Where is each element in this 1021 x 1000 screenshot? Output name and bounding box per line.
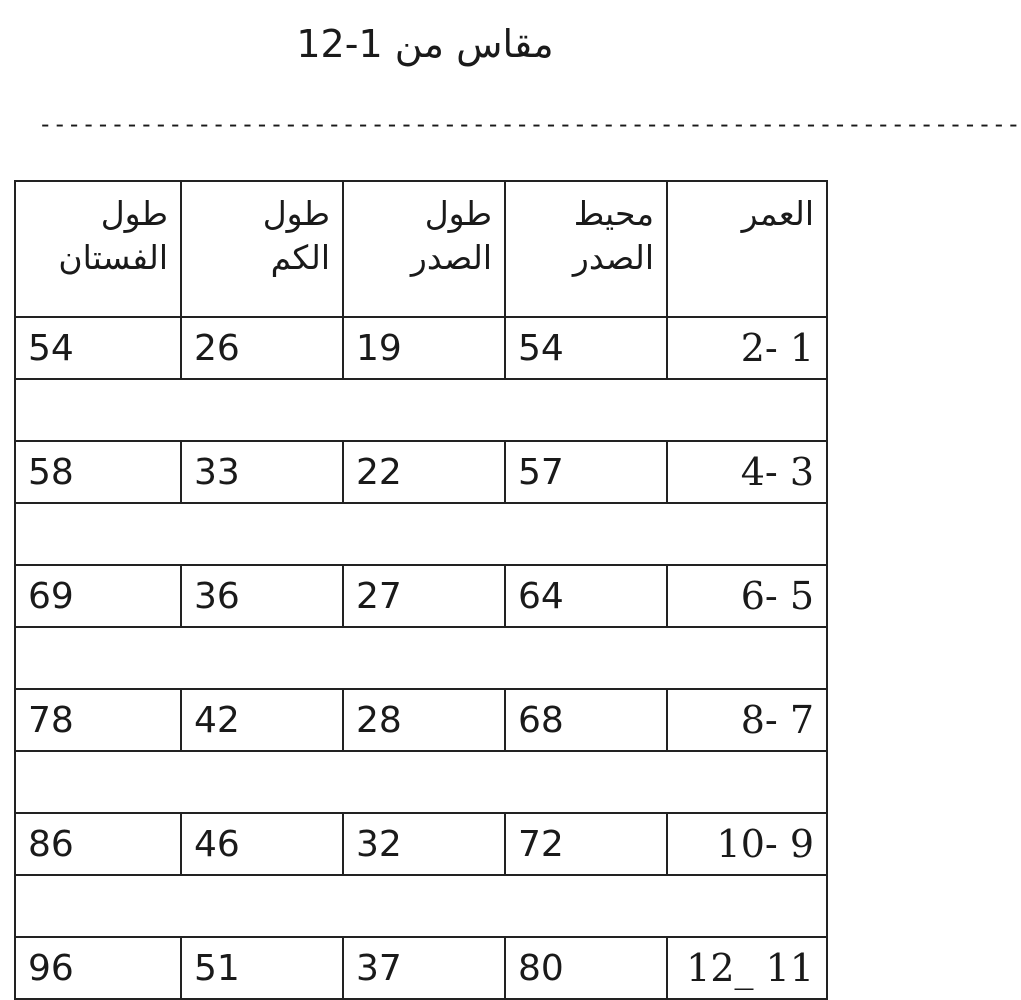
- cell-sleeve-length: 42: [181, 689, 343, 751]
- cell-age: 1 -2: [667, 317, 827, 379]
- cell-age: 7 -8: [667, 689, 827, 751]
- page-title: مقاس من 1-12: [296, 22, 554, 66]
- header-dress-length: طول الفستان: [15, 181, 181, 317]
- cell-chest-circumference: 72: [505, 813, 667, 875]
- dashed-divider: --------------------------------------------------------------------: [38, 110, 1021, 138]
- spacer-row: [15, 751, 827, 813]
- spacer-row: [15, 379, 827, 441]
- header-sleeve-length: طول الكم: [181, 181, 343, 317]
- cell-age: 5 -6: [667, 565, 827, 627]
- cell-chest-circumference: 80: [505, 937, 667, 999]
- table-row: [15, 937, 827, 999]
- cell-sleeve-length: 46: [181, 813, 343, 875]
- cell-dress-length: 54: [15, 317, 181, 379]
- cell-dress-length: 86: [15, 813, 181, 875]
- cell-dress-length: 78: [15, 689, 181, 751]
- spacer-row: [15, 875, 827, 937]
- cell-age: 9 -10: [667, 813, 827, 875]
- cell-dress-length: 69: [15, 565, 181, 627]
- cell-chest-length: 27: [343, 565, 505, 627]
- cell-chest-length: 37: [343, 937, 505, 999]
- cell-sleeve-length: 51: [181, 937, 343, 999]
- spacer-row: [15, 503, 827, 565]
- header-chest-circumference: محيط الصدر: [505, 181, 667, 317]
- cell-chest-length: 32: [343, 813, 505, 875]
- cell-dress-length: 96: [15, 937, 181, 999]
- cell-chest-length: 19: [343, 317, 505, 379]
- header-age: العمر: [667, 181, 827, 317]
- cell-sleeve-length: 26: [181, 317, 343, 379]
- table-row: [15, 689, 827, 751]
- cell-chest-circumference: 64: [505, 565, 667, 627]
- table-row: [15, 441, 827, 503]
- cell-chest-length: 28: [343, 689, 505, 751]
- spacer-row: [15, 627, 827, 689]
- table-row: [15, 813, 827, 875]
- header-chest-length: طول الصدر: [343, 181, 505, 317]
- cell-dress-length: 58: [15, 441, 181, 503]
- cell-sleeve-length: 33: [181, 441, 343, 503]
- cell-chest-circumference: 57: [505, 441, 667, 503]
- cell-chest-circumference: 68: [505, 689, 667, 751]
- cell-sleeve-length: 36: [181, 565, 343, 627]
- cell-chest-circumference: 54: [505, 317, 667, 379]
- table-row: [15, 317, 827, 379]
- table-header-row: [15, 181, 827, 317]
- table-row: [15, 565, 827, 627]
- cell-age: 11 _12: [667, 937, 827, 999]
- cell-chest-length: 22: [343, 441, 505, 503]
- size-chart-table: [14, 180, 828, 1000]
- cell-age: 3 -4: [667, 441, 827, 503]
